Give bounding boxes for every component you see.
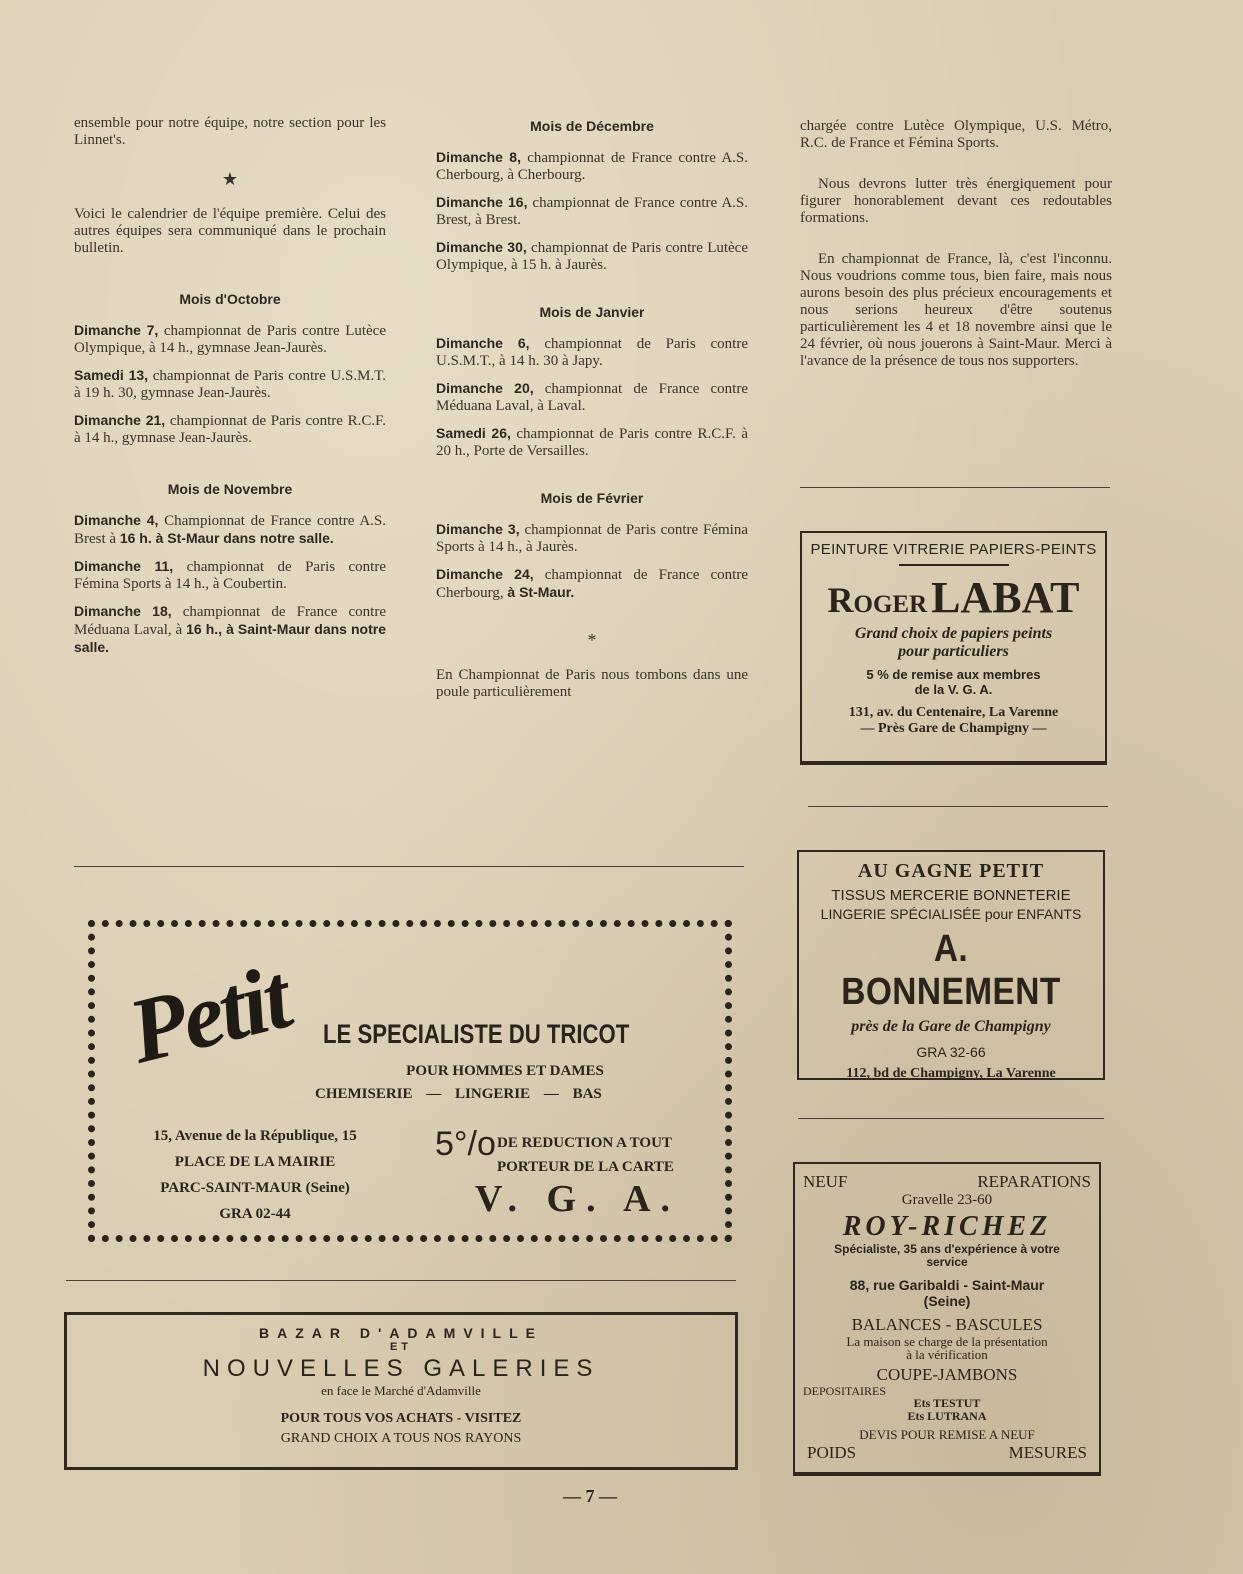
ad-labat-address: 131, av. du Centenaire, La Varenne bbox=[848, 705, 1059, 720]
fixture-item: Dimanche 3, championnat de Paris contre Fémina Sports à 14 h., à Jaurès. bbox=[436, 521, 748, 555]
fixture-item: Dimanche 24, championnat de France contre Cherbourg, à St-Maur. bbox=[436, 566, 748, 601]
bazar-line: POUR TOUS VOS ACHATS - VISITEZ bbox=[280, 1411, 522, 1426]
ad-bonnement-line: TISSUS MERCERIE BONNETERIE bbox=[831, 887, 1071, 904]
roy-line: à la vérification bbox=[906, 1347, 988, 1362]
ad-bonnement-phone: GRA 32-66 bbox=[916, 1044, 986, 1060]
petit-reduction: DE REDUCTION A TOUT PORTEUR DE LA CARTE bbox=[497, 1135, 674, 1175]
page-number: — 7 — bbox=[563, 1486, 617, 1506]
month-heading-february: Mois de Février bbox=[540, 490, 644, 506]
roy-top: NEUF REPARATIONS bbox=[803, 1172, 1091, 1191]
paragraph: En Championnat de Paris nous tombons dans une poule particulièrement bbox=[436, 667, 748, 700]
paragraph: Nous devrons lutter très énergiquement pour figurer honorablement devant ces redoutables formations. bbox=[800, 176, 1112, 226]
bazar-line: BAZAR D'ADAMVILLE bbox=[259, 1325, 543, 1341]
roy-name: ROY-RICHEZ bbox=[842, 1211, 1052, 1242]
roy-line: COUPE-JAMBONS bbox=[876, 1365, 1018, 1384]
paragraph: En championnat de France, là, c'est l'inconnu. Nous voudrions comme tous, bien faire, mais nous aurons besoin des plus précieux encouragements et nous serions heureux d'être soutenus particulièrement les 4 et 18 novembre ainsi que le 24 février, où nous jouerons à Saint-Maur. Merci à l'avance de la présence de tous nos supporters. bbox=[800, 251, 1112, 369]
ad-labat-line: de la V. G. A. bbox=[914, 682, 993, 697]
roy-line: Ets TESTUT bbox=[913, 1396, 981, 1410]
ad-bonnement-line: près de la Gare de Champigny bbox=[851, 1018, 1051, 1035]
star-separator: ★ bbox=[221, 169, 239, 189]
fixture-item: Dimanche 21, championnat de Paris contre R.C.F. à 14 h., gymnase Jean-Jaurès. bbox=[74, 412, 387, 446]
month-heading-january: Mois de Janvier bbox=[539, 304, 645, 320]
ad-labat-name: Roger LABAT bbox=[827, 573, 1080, 622]
divider-line bbox=[800, 487, 1110, 488]
ad-labat-underline bbox=[899, 564, 1009, 566]
ad-labat-line: pour particuliers bbox=[898, 643, 1009, 660]
fixture-item: Dimanche 11, championnat de Paris contre Fémina Sports à 14 h., à Coubertin. bbox=[74, 558, 386, 592]
roy-line: DEPOSITAIRES bbox=[803, 1384, 887, 1398]
fixture-item: Dimanche 7, championnat de Paris contre Lutèce Olympique, à 14 h., gymnase Jean-Jaurès. bbox=[74, 322, 386, 356]
star-separator: * bbox=[587, 630, 597, 650]
roy-bottom: POIDS MESURES bbox=[807, 1443, 1087, 1462]
ad-bonnement-top: AU GAGNE PETIT bbox=[857, 860, 1045, 882]
ad-petit-tricot bbox=[88, 920, 732, 1242]
ad-a-bonnement bbox=[797, 850, 1105, 1080]
bazar-line: GRAND CHOIX A TOUS NOS RAYONS bbox=[280, 1431, 522, 1446]
ad-bonnement-name: A. BONNEMENT bbox=[841, 928, 1061, 1013]
roy-line: BALANCES - BASCULES bbox=[851, 1315, 1043, 1334]
ad-bonnement-address: 112, bd de Champigny, La Varenne bbox=[846, 1066, 1056, 1081]
ad-labat-address: — Près Gare de Champigny — bbox=[860, 721, 1047, 736]
bazar-line: en face le Marché d'Adamville bbox=[321, 1383, 481, 1398]
ad-labat-topline: PEINTURE VITRERIE PAPIERS-PEINTS bbox=[810, 541, 1097, 558]
fixture-item: Dimanche 8, championnat de France contre A.S. Cherbourg, à Cherbourg. bbox=[436, 149, 748, 183]
ad-labat-line: Grand choix de papiers peints bbox=[854, 625, 1053, 642]
fixture-item: Samedi 13, championnat de Paris contre U.S.M.T. à 19 h. 30, gymnase Jean-Jaurès. bbox=[74, 367, 386, 401]
ad-roy-richez bbox=[793, 1162, 1101, 1476]
petit-logo: Petit bbox=[119, 945, 298, 1083]
paragraph: chargée contre Lutèce Olympique, U.S. Métro, R.C. de France et Fémina Sports. bbox=[800, 118, 1112, 151]
fixture-item: Dimanche 4, Championnat de France contre A.S. Brest à 16 h. à St-Maur dans notre salle. bbox=[74, 512, 386, 547]
column-1 bbox=[74, 115, 386, 667]
roy-line: DEVIS POUR REMISE A NEUF bbox=[859, 1427, 1035, 1442]
paragraph: ensemble pour notre équipe, notre section pour les Linnet's. bbox=[74, 115, 386, 148]
bazar-title: NOUVELLES GALERIES bbox=[202, 1355, 600, 1382]
roy-address: 88, rue Garibaldi - Saint-Maur bbox=[849, 1277, 1045, 1293]
roy-line: Ets LUTRANA bbox=[907, 1409, 987, 1423]
month-heading-october: Mois d'Octobre bbox=[179, 291, 281, 307]
roy-line: Spécialiste, 35 ans d'expérience à votre service bbox=[834, 1242, 1060, 1269]
ad-roger-labat bbox=[800, 531, 1107, 765]
petit-vga: V. G. A. bbox=[475, 1178, 680, 1220]
month-heading-december: Mois de Décembre bbox=[530, 118, 654, 134]
paragraph: Voici le calendrier de l'équipe première. Celui des autres équipes sera communiqué dans le prochain bulletin. bbox=[74, 206, 386, 256]
column-3 bbox=[800, 118, 1112, 380]
ad-labat-line: 5 % de remise aux membres bbox=[866, 667, 1041, 682]
fixture-item: Dimanche 30, championnat de Paris contre Lutèce Olympique, à 15 h. à Jaurès. bbox=[436, 239, 748, 273]
month-heading-november: Mois de Novembre bbox=[167, 481, 293, 497]
divider-line bbox=[74, 866, 744, 867]
petit-line: CHEMISERIE — LINGERIE — BAS bbox=[315, 1086, 602, 1102]
petit-percent: 5°/o bbox=[435, 1125, 496, 1163]
bazar-line: ET bbox=[389, 1341, 413, 1353]
divider-line bbox=[66, 1280, 736, 1281]
fixture-item: Dimanche 20, championnat de France contre Méduana Laval, à Laval. bbox=[436, 380, 748, 414]
roy-address: (Seine) bbox=[923, 1293, 971, 1309]
divider-line bbox=[808, 806, 1108, 807]
fixture-item: Samedi 26, championnat de Paris contre R.C.F. à 20 h., Porte de Versailles. bbox=[436, 425, 748, 459]
roy-phone: Gravelle 23-60 bbox=[901, 1192, 993, 1208]
ad-bazar-adamville bbox=[64, 1312, 738, 1470]
column-2 bbox=[436, 118, 748, 711]
petit-title: LE SPECIALISTE DU TRICOT bbox=[323, 1019, 630, 1049]
fixture-item: Dimanche 6, championnat de Paris contre U.S.M.T., à 14 h. 30 à Japy. bbox=[436, 335, 748, 369]
petit-address: 15, Avenue de la République, 15 PLACE DE LA MAIRIE PARC-SAINT-MAUR (Seine) GRA 02-44 bbox=[153, 1128, 357, 1222]
ad-bonnement-line: LINGERIE SPÉCIALISÉE pour ENFANTS bbox=[820, 906, 1082, 922]
petit-line: POUR HOMMES ET DAMES bbox=[406, 1063, 604, 1079]
divider-line bbox=[798, 1118, 1104, 1119]
roy-line: La maison se charge de la présentation bbox=[846, 1334, 1048, 1349]
fixture-item: Dimanche 16, championnat de France contre A.S. Brest, à Brest. bbox=[436, 194, 748, 228]
fixture-item: Dimanche 18, championnat de France contre Méduana Laval, à 16 h., à Saint-Maur dans notre salle. bbox=[74, 603, 386, 655]
